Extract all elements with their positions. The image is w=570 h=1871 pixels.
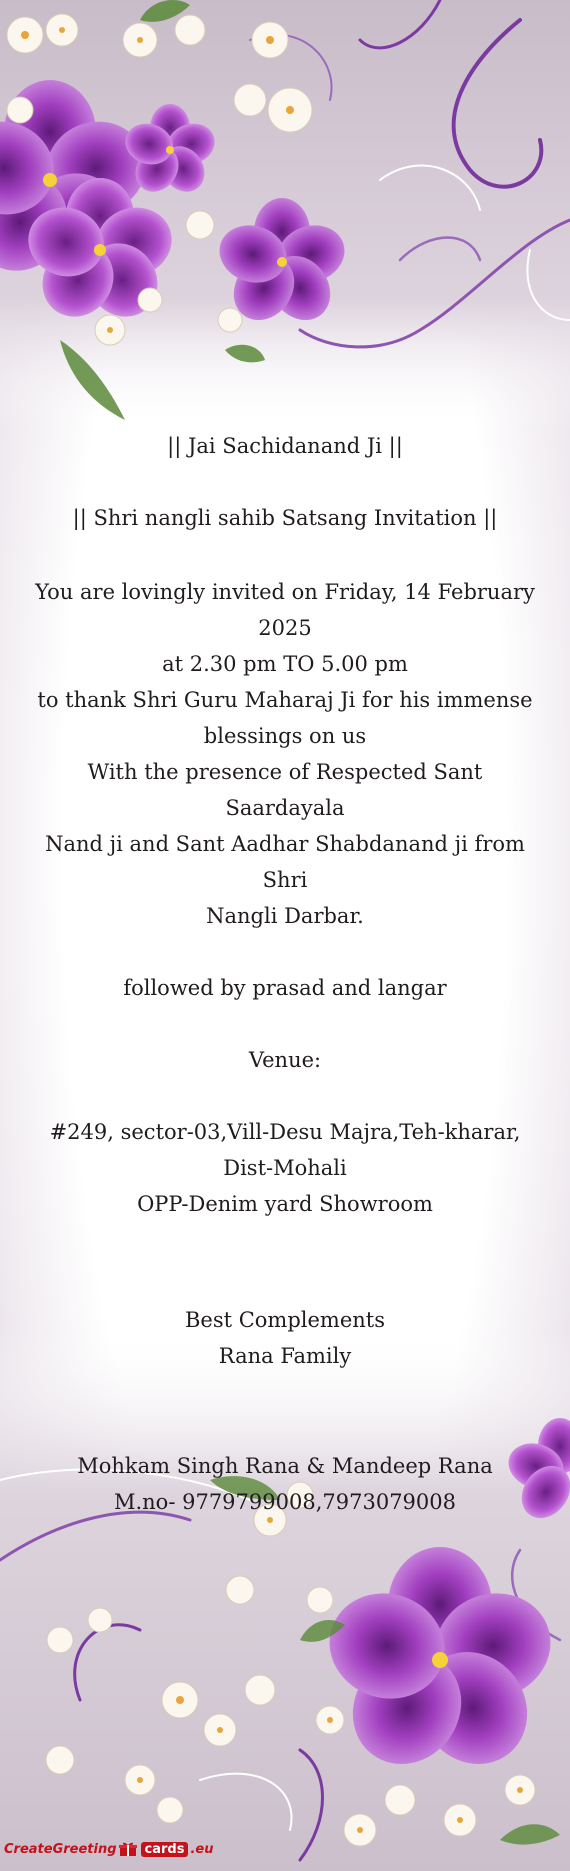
spacer <box>30 1222 540 1302</box>
invite-line-2: at 2.30 pm TO 5.00 pm <box>162 652 408 676</box>
spacer <box>30 464 540 500</box>
invite-line-1: You are lovingly invited on Friday, 14 February 2025 <box>35 580 535 640</box>
venue-label: Venue: <box>248 1048 322 1072</box>
followed-by: followed by prasad and langar <box>123 976 447 1000</box>
watermark-text-1: CreateGreeting <box>4 1841 117 1857</box>
spacer <box>30 934 540 970</box>
greeting: || Jai Sachidanand Ji || <box>167 434 403 458</box>
family-name: Rana Family <box>218 1344 352 1368</box>
phone-numbers: M.no- 9779799008,7973079008 <box>113 1490 456 1514</box>
spacer <box>30 536 540 574</box>
invitation-heading: || Shri nangli sahib Satsang Invitation || <box>72 506 498 530</box>
presence-line-3: Nangli Darbar. <box>206 904 364 928</box>
watermark-text-3: .eu <box>190 1841 214 1857</box>
address-line-1: #249, sector-03,Vill-Desu Majra,Teh-kharar, <box>49 1120 521 1144</box>
spacer <box>30 1078 540 1114</box>
watermark-text-2: cards <box>141 1842 189 1857</box>
best-complements: Best Complements <box>184 1308 386 1332</box>
gift-icon <box>119 1841 137 1857</box>
thanks-line-1: to thank Shri Guru Maharaj Ji for his immense <box>37 688 533 712</box>
address-line-2: Dist-Mohali <box>223 1156 347 1180</box>
host-names: Mohkam Singh Rana & Mandeep Rana <box>77 1454 493 1478</box>
thanks-line-2: blessings on us <box>203 724 367 748</box>
spacer <box>30 1374 540 1448</box>
spacer <box>30 1006 540 1042</box>
presence-line-2: Nand ji and Sant Aadhar Shabdanand ji from Shri <box>45 832 525 892</box>
presence-line-1: With the presence of Respected Sant Saardayala <box>87 760 483 820</box>
invitation-text <box>30 428 540 1520</box>
watermark-logo[interactable] <box>4 1832 213 1866</box>
address-line-3: OPP-Denim yard Showroom <box>137 1192 433 1216</box>
